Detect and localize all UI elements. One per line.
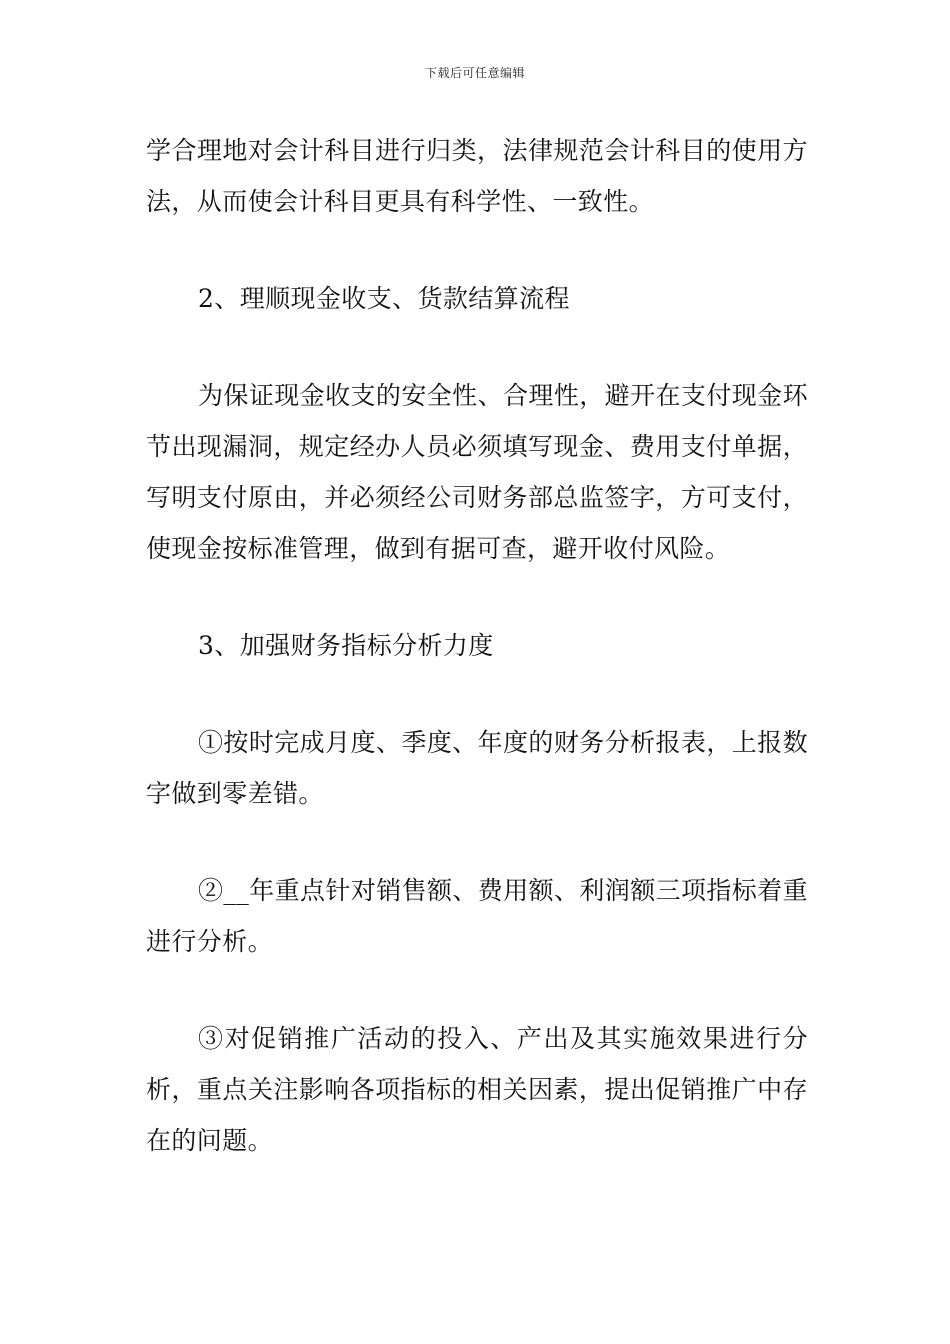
paragraph-continuation: 学合理地对会计科目进行归类，法律规范会计科目的使用方法，从而使会计科目更具有科学性、一致性。 xyxy=(146,136,808,216)
list-item-1: ①按时完成月度、季度、年度的财务分析报表，上报数字做到零差错。 xyxy=(146,728,808,808)
section-heading-3: 3、加强财务指标分析力度 xyxy=(198,631,494,660)
page-header: 下载后可任意编辑 xyxy=(424,66,525,80)
list-item-3: ③对促销推广活动的投入、产出及其实施效果进行分析，重点关注影响各项指标的相关因素，提出促销推广中存在的问题。 xyxy=(146,1024,808,1155)
paragraph-cash-control: 为保证现金收支的安全性、合理性，避开在支付现金环节出现漏洞，规定经办人员必须填写现金、费用支付单据，写明支付原由，并必须经公司财务部总监签字，方可支付，使现金按标准管理，做到有据可查，避开收付风险。 xyxy=(146,381,808,563)
section-heading-2: 2、理顺现金收支、货款结算流程 xyxy=(198,284,570,313)
document-body xyxy=(146,125,808,1166)
list-item-2: ②__年重点针对销售额、费用额、利润额三项指标着重进行分析。 xyxy=(146,876,809,956)
